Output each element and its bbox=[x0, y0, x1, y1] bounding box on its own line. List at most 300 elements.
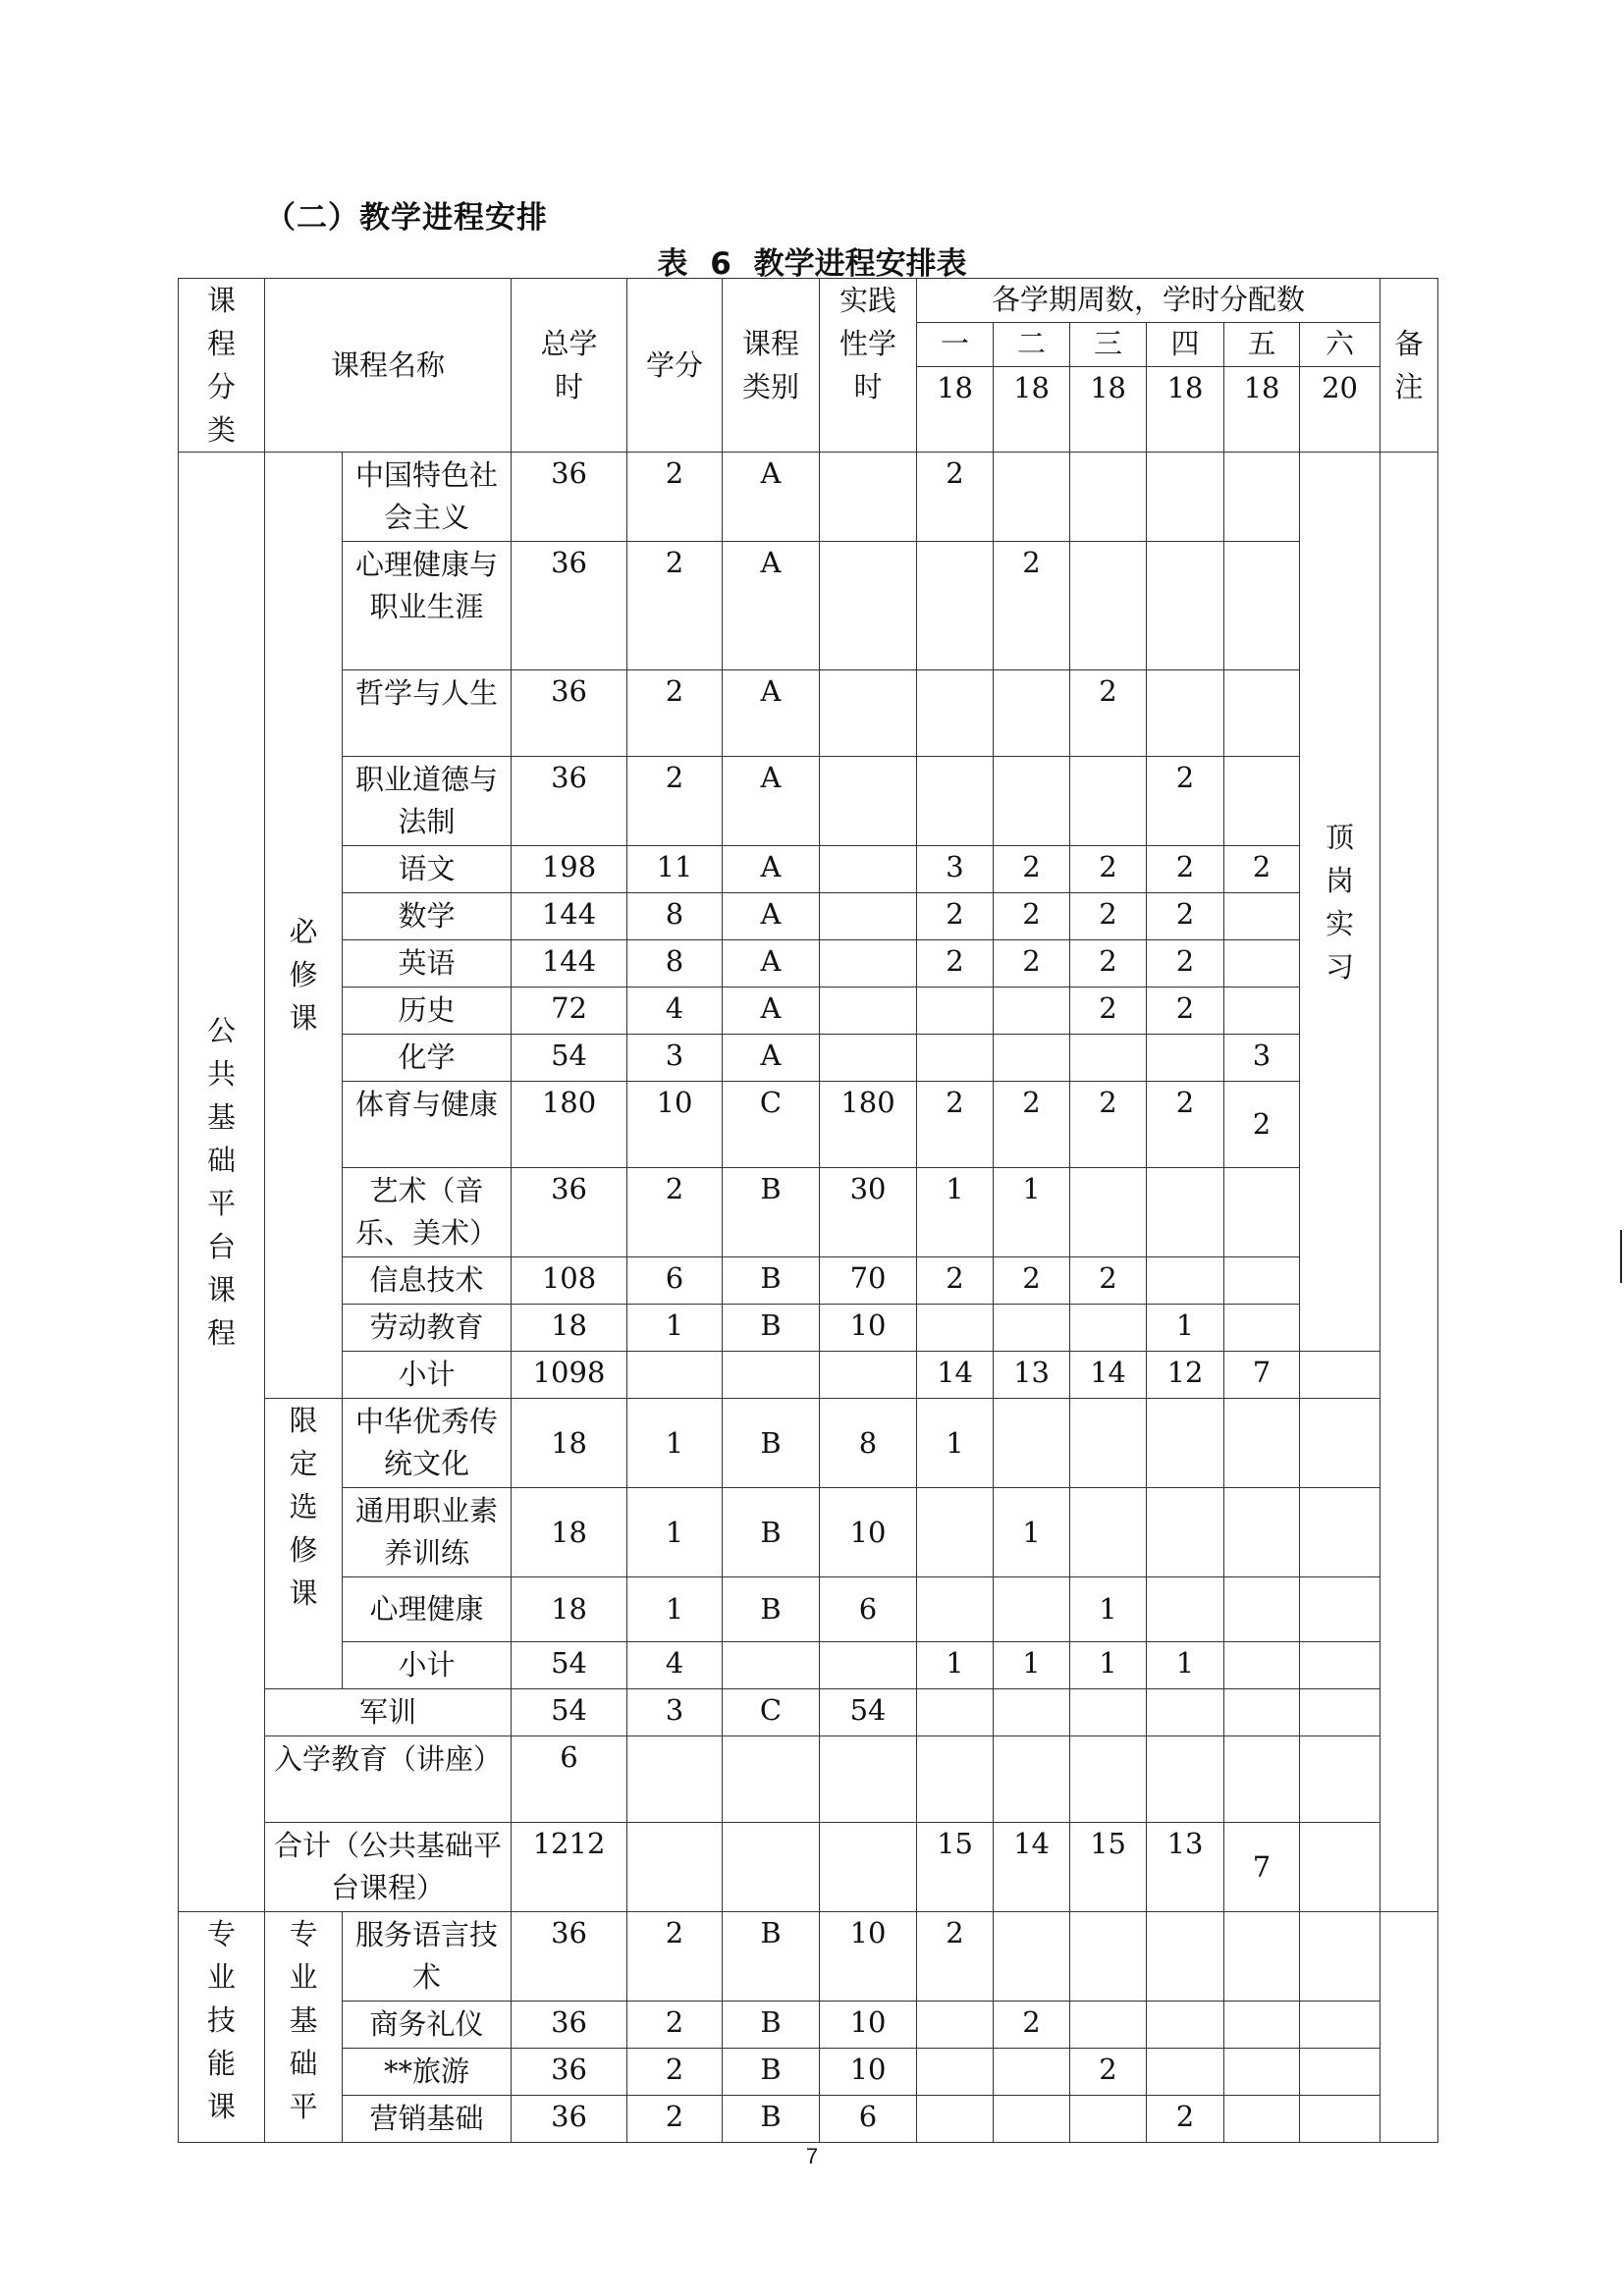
cell-total-hours: 18 bbox=[512, 1488, 627, 1577]
cell-course-type: B bbox=[723, 1168, 820, 1257]
cell-semester-5 bbox=[1224, 1168, 1300, 1257]
header-weeks-2: 18 bbox=[994, 367, 1070, 453]
cell-semester-5: 2 bbox=[1224, 1082, 1300, 1168]
course-name: 信息技术 bbox=[343, 1257, 512, 1305]
cell-semester-3: 2 bbox=[1070, 988, 1147, 1035]
cell-semester-2: 13 bbox=[994, 1352, 1070, 1399]
cell-semester-1: 2 bbox=[917, 940, 994, 988]
cell-semester-5 bbox=[1224, 1488, 1300, 1577]
internship-cell: 顶岗实习 bbox=[1300, 453, 1380, 1352]
cell-practice-hours: 30 bbox=[820, 1168, 917, 1257]
table-row bbox=[179, 1823, 1438, 1912]
cell-credits: 1 bbox=[627, 1488, 723, 1577]
cell-total-hours: 36 bbox=[512, 2049, 627, 2096]
header-credits: 学分 bbox=[627, 279, 723, 453]
cell-semester-3 bbox=[1070, 542, 1147, 670]
cell-semester-5: 7 bbox=[1224, 1823, 1300, 1912]
cell-semester-4 bbox=[1147, 453, 1224, 542]
cell-semester-4: 2 bbox=[1147, 988, 1224, 1035]
cell-credits: 4 bbox=[627, 988, 723, 1035]
cell-semester-2 bbox=[994, 1689, 1070, 1736]
cell-semester-3: 2 bbox=[1070, 1082, 1147, 1168]
cell-total-hours: 18 bbox=[512, 1577, 627, 1642]
cell-semester-2 bbox=[994, 1035, 1070, 1082]
cell-semester-4 bbox=[1147, 1257, 1224, 1305]
cell-practice-hours: 6 bbox=[820, 2096, 917, 2143]
cell-semester-3 bbox=[1070, 1912, 1147, 2002]
table-row bbox=[179, 988, 1438, 1035]
cell-practice-hours: 8 bbox=[820, 1399, 917, 1488]
cell-credits bbox=[627, 1736, 723, 1823]
table-row bbox=[179, 2096, 1438, 2143]
cell-course-type: B bbox=[723, 1399, 820, 1488]
cell-practice-hours bbox=[820, 1035, 917, 1082]
cell-credits: 8 bbox=[627, 893, 723, 940]
cell-semester-3 bbox=[1070, 1736, 1147, 1823]
cell-semester-3 bbox=[1070, 453, 1147, 542]
cell-credits: 3 bbox=[627, 1689, 723, 1736]
cell-credits: 11 bbox=[627, 846, 723, 893]
cell-semester-1 bbox=[917, 1736, 994, 1823]
cell-total-hours: 144 bbox=[512, 893, 627, 940]
cell-total-hours: 1098 bbox=[512, 1352, 627, 1399]
cell-total-hours: 36 bbox=[512, 2096, 627, 2143]
table-row bbox=[179, 2049, 1438, 2096]
cell-semester-2: 1 bbox=[994, 1168, 1070, 1257]
cell-semester-1: 2 bbox=[917, 453, 994, 542]
cell-total-hours: 36 bbox=[512, 2002, 627, 2049]
cell-total-hours: 36 bbox=[512, 1168, 627, 1257]
cell-semester-1 bbox=[917, 1577, 994, 1642]
cell-semester-1 bbox=[917, 2049, 994, 2096]
course-name: 体育与健康 bbox=[343, 1082, 512, 1168]
cell-semester-3: 1 bbox=[1070, 1642, 1147, 1689]
course-name: 中国特色社会主义 bbox=[343, 453, 512, 542]
cell-semester-5 bbox=[1224, 1736, 1300, 1823]
table-row bbox=[179, 1352, 1438, 1399]
cell-course-type: B bbox=[723, 1912, 820, 2002]
header-weeks-1: 18 bbox=[917, 367, 994, 453]
cell-semester-2 bbox=[994, 1912, 1070, 2002]
cell-semester-5: 3 bbox=[1224, 1035, 1300, 1082]
cell-semester-6 bbox=[1300, 1577, 1380, 1642]
cell-credits: 4 bbox=[627, 1642, 723, 1689]
cell-semester-3 bbox=[1070, 1035, 1147, 1082]
table-caption: 表 6 教学进程安排表 bbox=[657, 246, 967, 282]
cell-total-hours: 54 bbox=[512, 1035, 627, 1082]
cell-practice-hours bbox=[820, 940, 917, 988]
cell-practice-hours: 54 bbox=[820, 1689, 917, 1736]
course-name: 心理健康 bbox=[343, 1577, 512, 1642]
cell-credits: 2 bbox=[627, 1168, 723, 1257]
table-row bbox=[179, 1642, 1438, 1689]
cell-total-hours: 198 bbox=[512, 846, 627, 893]
cell-credits: 1 bbox=[627, 1399, 723, 1488]
cell-total-hours: 36 bbox=[512, 453, 627, 542]
cell-semester-4 bbox=[1147, 1168, 1224, 1257]
cell-semester-6 bbox=[1300, 1689, 1380, 1736]
cell-course-type: A bbox=[723, 940, 820, 988]
cell-credits: 2 bbox=[627, 2049, 723, 2096]
category-professional-skills: 专业技能课 bbox=[179, 1912, 265, 2143]
cell-semester-1: 2 bbox=[917, 1082, 994, 1168]
table-row bbox=[179, 1689, 1438, 1736]
table-row bbox=[179, 940, 1438, 988]
cell-semester-5 bbox=[1224, 1912, 1300, 2002]
cell-semester-2: 2 bbox=[994, 846, 1070, 893]
cell-semester-5 bbox=[1224, 893, 1300, 940]
cell-total-hours: 180 bbox=[512, 1082, 627, 1168]
cell-practice-hours bbox=[820, 1642, 917, 1689]
cell-total-hours: 36 bbox=[512, 1912, 627, 2002]
cell-total-hours: 36 bbox=[512, 757, 627, 846]
cell-practice-hours bbox=[820, 988, 917, 1035]
cell-course-type bbox=[723, 1823, 820, 1912]
cell-semester-4 bbox=[1147, 1399, 1224, 1488]
cell-semester-3: 1 bbox=[1070, 1577, 1147, 1642]
remarks-cell bbox=[1380, 1912, 1438, 2143]
cell-semester-5 bbox=[1224, 670, 1300, 757]
header-semester-5: 五 bbox=[1224, 323, 1300, 367]
cell-semester-1: 2 bbox=[917, 1257, 994, 1305]
cell-practice-hours bbox=[820, 1823, 917, 1912]
table-row bbox=[179, 1488, 1438, 1577]
cell-semester-2 bbox=[994, 757, 1070, 846]
header-semester-6: 六 bbox=[1300, 323, 1380, 367]
course-name: 职业道德与法制 bbox=[343, 757, 512, 846]
cell-semester-1 bbox=[917, 1035, 994, 1082]
course-name: 军训 bbox=[265, 1689, 512, 1736]
cell-semester-1: 1 bbox=[917, 1642, 994, 1689]
table-row bbox=[179, 1912, 1438, 2002]
course-name: 中华优秀传统文化 bbox=[343, 1399, 512, 1488]
cell-credits bbox=[627, 1352, 723, 1399]
cell-semester-2: 2 bbox=[994, 542, 1070, 670]
cell-course-type: A bbox=[723, 542, 820, 670]
header-row-1 bbox=[179, 279, 1438, 323]
cell-semester-4 bbox=[1147, 1488, 1224, 1577]
cell-semester-5 bbox=[1224, 1689, 1300, 1736]
cell-semester-3: 2 bbox=[1070, 846, 1147, 893]
cell-semester-2 bbox=[994, 1305, 1070, 1352]
course-name: 小计 bbox=[343, 1352, 512, 1399]
cell-semester-5 bbox=[1224, 757, 1300, 846]
cell-practice-hours bbox=[820, 542, 917, 670]
cell-semester-4: 2 bbox=[1147, 1082, 1224, 1168]
cell-semester-3: 2 bbox=[1070, 2049, 1147, 2096]
cell-credits: 1 bbox=[627, 1305, 723, 1352]
cell-semester-1: 14 bbox=[917, 1352, 994, 1399]
table-row bbox=[179, 893, 1438, 940]
page-number: 7 bbox=[805, 2144, 819, 2168]
course-name: 入学教育（讲座） bbox=[265, 1736, 512, 1823]
cell-semester-5 bbox=[1224, 1305, 1300, 1352]
cell-practice-hours: 10 bbox=[820, 2002, 917, 2049]
section-heading: （二）教学进程安排 bbox=[265, 200, 548, 236]
table-row bbox=[179, 757, 1438, 846]
table-row bbox=[179, 670, 1438, 757]
cell-semester-3 bbox=[1070, 1488, 1147, 1577]
cell-practice-hours: 10 bbox=[820, 1305, 917, 1352]
course-name: 语文 bbox=[343, 846, 512, 893]
cell-course-type: C bbox=[723, 1689, 820, 1736]
header-course-type: 课程类别 bbox=[723, 279, 820, 453]
cell-practice-hours bbox=[820, 846, 917, 893]
cell-practice-hours bbox=[820, 1352, 917, 1399]
cell-semester-6 bbox=[1300, 2049, 1380, 2096]
cell-semester-5 bbox=[1224, 2049, 1300, 2096]
cell-semester-2: 2 bbox=[994, 1082, 1070, 1168]
cell-semester-6 bbox=[1300, 1399, 1380, 1488]
cell-course-type: B bbox=[723, 2096, 820, 2143]
cell-semester-5 bbox=[1224, 2096, 1300, 2143]
cell-semester-5 bbox=[1224, 1577, 1300, 1642]
cell-semester-1 bbox=[917, 1305, 994, 1352]
cell-semester-1 bbox=[917, 757, 994, 846]
cell-semester-4 bbox=[1147, 1035, 1224, 1082]
cell-course-type: B bbox=[723, 1257, 820, 1305]
cell-semester-4: 2 bbox=[1147, 940, 1224, 988]
header-semester-4: 四 bbox=[1147, 323, 1224, 367]
course-name: **旅游 bbox=[343, 2049, 512, 2096]
cell-credits: 2 bbox=[627, 670, 723, 757]
table-row bbox=[179, 1399, 1438, 1488]
cell-semester-3: 14 bbox=[1070, 1352, 1147, 1399]
cell-semester-6 bbox=[1300, 1352, 1380, 1399]
cell-semester-5: 2 bbox=[1224, 846, 1300, 893]
cell-practice-hours bbox=[820, 670, 917, 757]
cell-semester-1 bbox=[917, 988, 994, 1035]
cell-credits: 8 bbox=[627, 940, 723, 988]
cell-semester-6 bbox=[1300, 1912, 1380, 2002]
cell-course-type: B bbox=[723, 2002, 820, 2049]
cell-semester-2 bbox=[994, 453, 1070, 542]
cell-practice-hours: 10 bbox=[820, 1488, 917, 1577]
cell-semester-3: 2 bbox=[1070, 893, 1147, 940]
cell-semester-1 bbox=[917, 2096, 994, 2143]
cell-semester-3 bbox=[1070, 757, 1147, 846]
cell-semester-4 bbox=[1147, 1912, 1224, 2002]
cell-course-type: B bbox=[723, 1577, 820, 1642]
cell-credits: 2 bbox=[627, 1912, 723, 2002]
group-required: 必修课 bbox=[265, 453, 343, 1399]
cell-semester-3: 15 bbox=[1070, 1823, 1147, 1912]
cell-semester-4 bbox=[1147, 1577, 1224, 1642]
course-name: 小计 bbox=[343, 1642, 512, 1689]
cell-semester-2: 14 bbox=[994, 1823, 1070, 1912]
cell-semester-6 bbox=[1300, 1488, 1380, 1577]
cell-semester-4 bbox=[1147, 1736, 1224, 1823]
cell-semester-2 bbox=[994, 1399, 1070, 1488]
header-weeks-6: 20 bbox=[1300, 367, 1380, 453]
table-row bbox=[179, 2002, 1438, 2049]
cell-practice-hours bbox=[820, 1736, 917, 1823]
cell-semester-4: 1 bbox=[1147, 1305, 1224, 1352]
course-name: 哲学与人生 bbox=[343, 670, 512, 757]
cell-practice-hours bbox=[820, 757, 917, 846]
cell-semester-2 bbox=[994, 1577, 1070, 1642]
cell-course-type: A bbox=[723, 988, 820, 1035]
course-name: 营销基础 bbox=[343, 2096, 512, 2143]
cell-credits bbox=[627, 1823, 723, 1912]
cell-total-hours: 18 bbox=[512, 1305, 627, 1352]
category-public-platform: 公共基础平台课程 bbox=[179, 453, 265, 1912]
cell-semester-3 bbox=[1070, 2096, 1147, 2143]
cell-semester-2: 2 bbox=[994, 893, 1070, 940]
cell-semester-4: 2 bbox=[1147, 893, 1224, 940]
cell-semester-1 bbox=[917, 542, 994, 670]
cell-semester-4 bbox=[1147, 1689, 1224, 1736]
cell-practice-hours: 70 bbox=[820, 1257, 917, 1305]
cell-semester-5: 7 bbox=[1224, 1352, 1300, 1399]
header-weeks-3: 18 bbox=[1070, 367, 1147, 453]
header-weeks-5: 18 bbox=[1224, 367, 1300, 453]
course-name: 英语 bbox=[343, 940, 512, 988]
cell-course-type: A bbox=[723, 757, 820, 846]
table-row bbox=[179, 1305, 1438, 1352]
cell-total-hours: 36 bbox=[512, 670, 627, 757]
header-course-name: 课程名称 bbox=[265, 279, 512, 453]
cell-semester-3 bbox=[1070, 1305, 1147, 1352]
cell-course-type: B bbox=[723, 1305, 820, 1352]
cell-semester-3 bbox=[1070, 2002, 1147, 2049]
header-total-hours: 总学时 bbox=[512, 279, 627, 453]
course-name: 通用职业素养训练 bbox=[343, 1488, 512, 1577]
table-row bbox=[179, 1082, 1438, 1168]
header-weeks-4: 18 bbox=[1147, 367, 1224, 453]
cell-course-type: A bbox=[723, 1035, 820, 1082]
cell-semester-1: 3 bbox=[917, 846, 994, 893]
table-row bbox=[179, 453, 1438, 542]
cell-semester-2 bbox=[994, 2096, 1070, 2143]
cell-semester-3 bbox=[1070, 1168, 1147, 1257]
header-practice-hours: 实践性学时 bbox=[820, 279, 917, 453]
cell-credits: 2 bbox=[627, 453, 723, 542]
header-semester-2: 二 bbox=[994, 323, 1070, 367]
cell-semester-6 bbox=[1300, 1736, 1380, 1823]
cell-semester-5 bbox=[1224, 988, 1300, 1035]
cell-semester-1: 2 bbox=[917, 1912, 994, 2002]
cell-semester-2: 2 bbox=[994, 1257, 1070, 1305]
cell-credits: 6 bbox=[627, 1257, 723, 1305]
table-row bbox=[179, 846, 1438, 893]
course-name: 合计（公共基础平台课程） bbox=[265, 1823, 512, 1912]
cell-total-hours: 6 bbox=[512, 1736, 627, 1823]
cell-semester-1 bbox=[917, 1689, 994, 1736]
group-limited-elective: 限定选修课 bbox=[265, 1399, 343, 1689]
cell-semester-1: 2 bbox=[917, 893, 994, 940]
cell-credits: 3 bbox=[627, 1035, 723, 1082]
cell-practice-hours bbox=[820, 453, 917, 542]
table-row bbox=[179, 1168, 1438, 1257]
cell-semester-3: 2 bbox=[1070, 670, 1147, 757]
cell-total-hours: 18 bbox=[512, 1399, 627, 1488]
cell-semester-5 bbox=[1224, 2002, 1300, 2049]
header-semester-1: 一 bbox=[917, 323, 994, 367]
cell-semester-2 bbox=[994, 1736, 1070, 1823]
cell-practice-hours: 180 bbox=[820, 1082, 917, 1168]
cell-semester-2 bbox=[994, 2049, 1070, 2096]
cell-credits: 2 bbox=[627, 757, 723, 846]
cell-course-type: B bbox=[723, 1488, 820, 1577]
cell-semester-4: 1 bbox=[1147, 1642, 1224, 1689]
cell-semester-1: 1 bbox=[917, 1168, 994, 1257]
cell-practice-hours: 10 bbox=[820, 1912, 917, 2002]
table-row bbox=[179, 542, 1438, 670]
header-semester-3: 三 bbox=[1070, 323, 1147, 367]
cell-semester-2 bbox=[994, 988, 1070, 1035]
header-remarks: 备注 bbox=[1380, 279, 1438, 453]
cell-semester-2: 1 bbox=[994, 1488, 1070, 1577]
cell-semester-4: 2 bbox=[1147, 757, 1224, 846]
cell-credits: 10 bbox=[627, 1082, 723, 1168]
cell-semester-4 bbox=[1147, 2002, 1224, 2049]
cell-semester-6 bbox=[1300, 2002, 1380, 2049]
cell-total-hours: 36 bbox=[512, 542, 627, 670]
cell-semester-4: 13 bbox=[1147, 1823, 1224, 1912]
cell-semester-5 bbox=[1224, 1257, 1300, 1305]
cell-semester-1: 1 bbox=[917, 1399, 994, 1488]
cell-course-type: A bbox=[723, 453, 820, 542]
cell-total-hours: 144 bbox=[512, 940, 627, 988]
teaching-schedule-table bbox=[178, 278, 1438, 2143]
cell-total-hours: 1212 bbox=[512, 1823, 627, 1912]
course-name: 历史 bbox=[343, 988, 512, 1035]
table-row bbox=[179, 1257, 1438, 1305]
cell-credits: 2 bbox=[627, 2002, 723, 2049]
cell-semester-2 bbox=[994, 670, 1070, 757]
cell-semester-1 bbox=[917, 1488, 994, 1577]
cell-semester-4 bbox=[1147, 542, 1224, 670]
cell-course-type: B bbox=[723, 2049, 820, 2096]
course-name: 化学 bbox=[343, 1035, 512, 1082]
cell-semester-4: 12 bbox=[1147, 1352, 1224, 1399]
cell-semester-4 bbox=[1147, 2049, 1224, 2096]
cell-semester-5 bbox=[1224, 453, 1300, 542]
cell-semester-5 bbox=[1224, 940, 1300, 988]
course-name: 艺术（音乐、美术） bbox=[343, 1168, 512, 1257]
cell-total-hours: 54 bbox=[512, 1642, 627, 1689]
cell-semester-6 bbox=[1300, 1823, 1380, 1912]
table-row bbox=[179, 1035, 1438, 1082]
cell-credits: 2 bbox=[627, 2096, 723, 2143]
cell-semester-5 bbox=[1224, 1399, 1300, 1488]
cell-semester-5 bbox=[1224, 1642, 1300, 1689]
cell-total-hours: 72 bbox=[512, 988, 627, 1035]
cell-semester-4: 2 bbox=[1147, 846, 1224, 893]
header-category: 课程分类 bbox=[179, 279, 265, 453]
cell-semester-6 bbox=[1300, 2096, 1380, 2143]
cell-course-type: A bbox=[723, 846, 820, 893]
course-name: 服务语言技术 bbox=[343, 1912, 512, 2002]
cell-semester-1: 15 bbox=[917, 1823, 994, 1912]
cell-practice-hours: 10 bbox=[820, 2049, 917, 2096]
cell-credits: 2 bbox=[627, 542, 723, 670]
cell-credits: 1 bbox=[627, 1577, 723, 1642]
course-name: 数学 bbox=[343, 893, 512, 940]
cell-course-type bbox=[723, 1352, 820, 1399]
cell-total-hours: 54 bbox=[512, 1689, 627, 1736]
group-professional-base: 专业基础平 bbox=[265, 1912, 343, 2143]
cell-semester-4 bbox=[1147, 670, 1224, 757]
cell-course-type bbox=[723, 1736, 820, 1823]
cell-practice-hours: 6 bbox=[820, 1577, 917, 1642]
cell-course-type: A bbox=[723, 670, 820, 757]
cell-semester-3: 2 bbox=[1070, 1257, 1147, 1305]
cell-total-hours: 108 bbox=[512, 1257, 627, 1305]
cell-semester-1 bbox=[917, 2002, 994, 2049]
course-name: 心理健康与职业生涯 bbox=[343, 542, 512, 670]
